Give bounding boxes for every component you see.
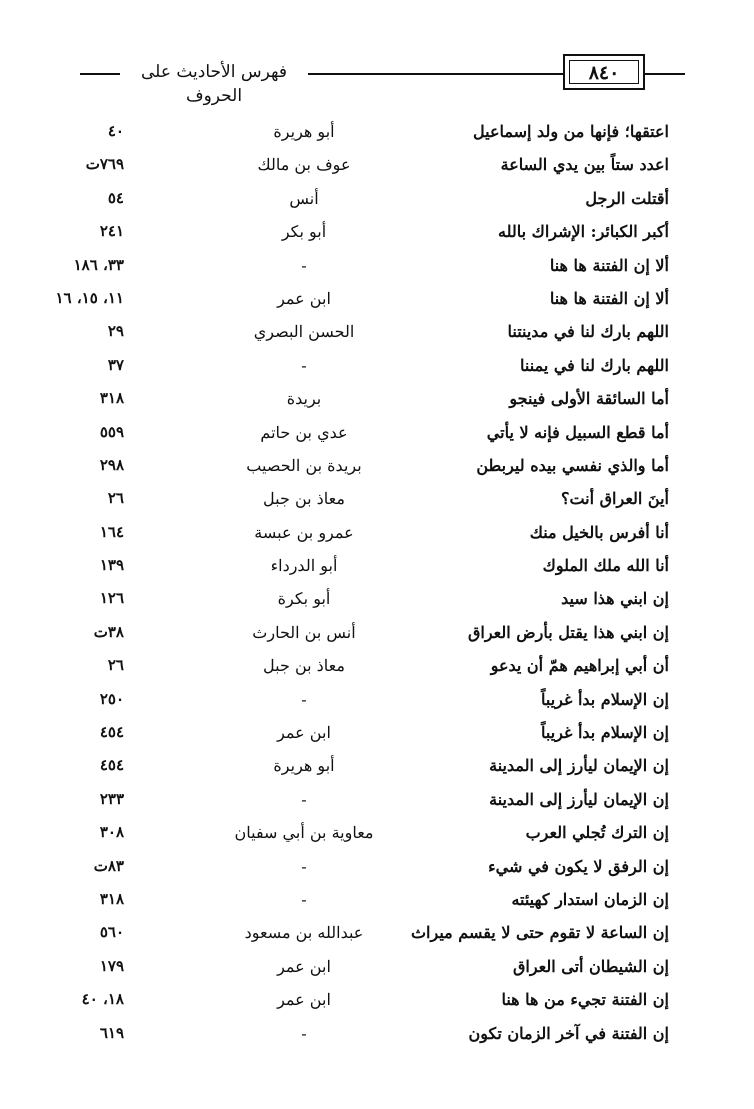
narrator-name: عبدالله بن مسعود [244, 923, 364, 943]
hadith-text: اعدد ستاً بين يدي الساعة [500, 155, 669, 175]
hadith-text: أما قطع السبيل فإنه لا يأتي [486, 422, 669, 442]
index-row [0, 482, 754, 515]
hadith-text: أكبر الكبائر: الإشراك بالله [498, 222, 669, 242]
hadith-text: إن الشيطان أتى العراق [512, 956, 669, 976]
narrator-name: أبو الدرداء [270, 556, 338, 576]
page-reference: ٧٦٩ت [85, 155, 124, 174]
index-row [0, 950, 754, 983]
page-reference: ٣٨ت [93, 622, 124, 641]
narrator-name: - [301, 689, 307, 709]
index-row [0, 349, 754, 382]
page-reference: ٣١٨ [99, 889, 124, 908]
page-reference: ٤٠ [107, 122, 124, 140]
page-reference: ١٨، ٤٠ [81, 990, 124, 1009]
hadith-text: إن الفتنة في آخر الزمان تكون [468, 1023, 669, 1043]
narrator-name: أبو بكر [281, 222, 327, 242]
narrator-name: معاذ بن جبل [263, 656, 345, 676]
narrator-name: أنس بن الحارث [252, 622, 356, 642]
page-reference: ٣٧ [107, 355, 124, 374]
page-number-box [563, 54, 645, 90]
page-reference: ٢٣٣ [99, 789, 124, 808]
page-reference: ٥٥٩ [99, 422, 124, 441]
page-reference: ١٣٩ [99, 556, 124, 575]
hadith-text: إن ابني هذا سيد [561, 589, 669, 609]
page-reference: ١٧٩ [99, 956, 124, 975]
narrator-name: - [301, 856, 307, 876]
page-header [0, 0, 754, 110]
index-row [0, 449, 754, 482]
page-reference: ٥٤ [107, 188, 124, 207]
page-reference: ٢٦ [107, 656, 124, 675]
narrator-name: عدي بن حاتم [260, 422, 348, 442]
index-row [0, 816, 754, 849]
narrator-name: بريدة بن الحصيب [246, 455, 362, 475]
running-title: فهرس الأحاديث على الحروف [141, 62, 287, 106]
narrator-name: أبو بكرة [277, 589, 331, 609]
page-reference: ١١، ١٥، ١٦ [55, 288, 124, 307]
hadith-text: إن الإسلام بدأ غريباً [541, 723, 669, 743]
narrator-name: ابن عمر [277, 723, 331, 743]
index-row [0, 683, 754, 716]
page-reference: ٣٣، ١٨٦ [73, 255, 124, 274]
hadith-index-table [0, 115, 754, 1050]
page-reference: ٦١٩ [99, 1023, 124, 1042]
narrator-name: عمرو بن عبسة [254, 522, 354, 542]
index-row [0, 1017, 754, 1050]
index-row [0, 516, 754, 549]
page-number: ٨٤٠ [569, 60, 639, 84]
hadith-text: إن الزمان استدار كهيئته [511, 889, 669, 909]
index-row [0, 249, 754, 282]
hadith-text: أما والذي نفسي بيده ليربطن [476, 455, 669, 475]
hadith-text: إن الفتنة تجيء من ها هنا [501, 990, 669, 1010]
index-row [0, 916, 754, 949]
hadith-text: إن الترك تُجلي العرب [525, 823, 669, 843]
index-row [0, 282, 754, 315]
hadith-text: أن أبي إبراهيم همّ أن يدعو [490, 656, 669, 676]
page-reference: ٢٤١ [99, 222, 124, 241]
hadith-text: إن الإيمان ليأرز إلى المدينة [489, 756, 669, 776]
index-row [0, 549, 754, 582]
page-reference: ٣١٨ [99, 389, 124, 408]
narrator-name: بريدة [286, 389, 322, 409]
page-reference: ٥٦٠ [99, 923, 124, 942]
hadith-text: اعتقها؛ فإنها من ولد إسماعيل [473, 122, 669, 141]
narrator-name: - [301, 789, 307, 809]
index-row [0, 416, 754, 449]
index-row [0, 115, 754, 148]
hadith-text: أقتلت الرجل [585, 188, 669, 208]
page-reference: ٢٦ [107, 489, 124, 508]
narrator-name: معاوية بن أبي سفيان [234, 823, 374, 843]
index-row [0, 582, 754, 615]
index-row [0, 783, 754, 816]
page-reference: ٢٥٠ [99, 689, 124, 708]
hadith-text: إن الإسلام بدأ غريباً [541, 689, 669, 709]
narrator-name: - [301, 1023, 307, 1043]
index-row [0, 983, 754, 1016]
index-row [0, 315, 754, 348]
narrator-name: عوف بن مالك [257, 155, 351, 175]
narrator-name: ابن عمر [277, 288, 331, 308]
page-reference: ١٦٤ [99, 522, 124, 541]
hadith-text: أنا أفرس بالخيل منك [529, 522, 669, 542]
narrator-name: معاذ بن جبل [263, 489, 345, 509]
page-reference: ١٢٦ [99, 589, 124, 608]
header-rule-right [645, 73, 685, 75]
hadith-text: ألا إن الفتنة ها هنا [549, 288, 669, 308]
page-reference: ٢٩ [107, 322, 124, 341]
hadith-text: إن الإيمان ليأرز إلى المدينة [489, 789, 669, 809]
index-row [0, 382, 754, 415]
page-reference: ٨٣ت [93, 856, 124, 875]
index-row [0, 182, 754, 215]
index-row [0, 616, 754, 649]
narrator-name: - [301, 355, 307, 375]
hadith-text: أينَ العراق أنت؟ [560, 489, 669, 509]
narrator-name: - [301, 255, 307, 275]
hadith-text: ألا إن الفتنة ها هنا [549, 255, 669, 275]
narrator-name: ابن عمر [277, 990, 331, 1010]
page-reference: ٤٥٤ [99, 723, 124, 742]
hadith-text: اللهم بارك لنا في يمننا [520, 355, 669, 375]
index-row [0, 215, 754, 248]
hadith-text: أما السائقة الأولى فينجو [509, 389, 669, 409]
index-row [0, 716, 754, 749]
header-rule-left [80, 73, 120, 75]
index-row [0, 649, 754, 682]
hadith-text: إن الساعة لا تقوم حتى لا يقسم ميراث [410, 923, 669, 943]
index-row [0, 883, 754, 916]
narrator-name: ابن عمر [277, 956, 331, 976]
hadith-text: إن الرفق لا يكون في شيء [488, 856, 669, 876]
page-reference: ٢٩٨ [99, 455, 124, 474]
index-row [0, 850, 754, 883]
page-reference: ٣٠٨ [99, 823, 124, 842]
header-rule-middle [308, 73, 563, 75]
narrator-name: الحسن البصري [253, 322, 355, 342]
narrator-name: أنس [289, 188, 319, 208]
narrator-name: أبو هريرة [273, 756, 335, 776]
page-reference: ٤٥٤ [99, 756, 124, 775]
index-row [0, 749, 754, 782]
narrator-name: أبو هريرة [273, 122, 335, 141]
hadith-text: اللهم بارك لنا في مدينتنا [507, 322, 669, 342]
index-row [0, 148, 754, 181]
narrator-name: - [301, 889, 307, 909]
hadith-text: أنا الله ملك الملوك [542, 556, 669, 576]
hadith-text: إن ابني هذا يقتل بأرض العراق [467, 622, 669, 642]
